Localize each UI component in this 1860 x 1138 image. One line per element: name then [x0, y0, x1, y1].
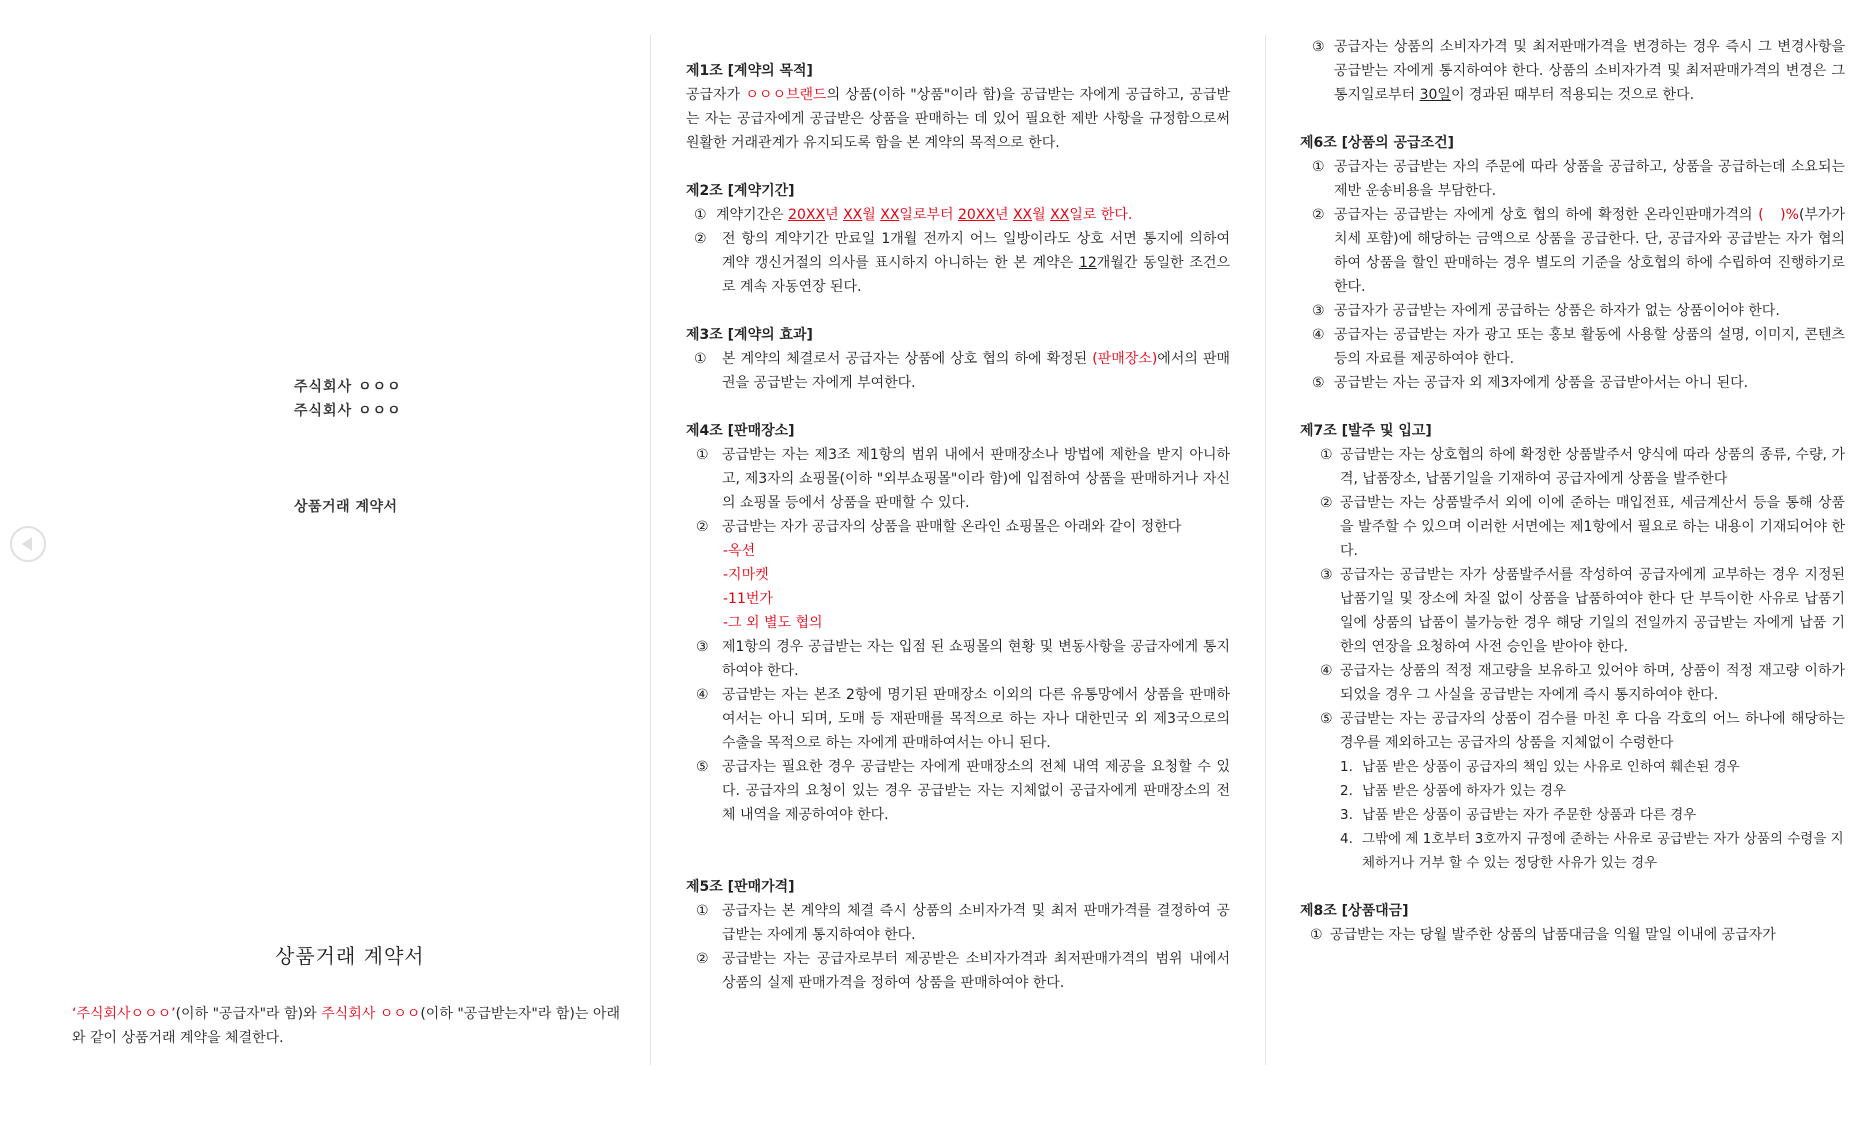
text: 납품 받은 상품에 하자가 있는 경우: [1362, 783, 1567, 799]
article-6-item-3: [1300, 299, 1845, 323]
text: 공급받는 자는 공급자의 상품이 검수를 마친 후 다음 각호의 어느 하나에 해당하는 경우를 제외하고는 공급자의 상품을 지체없이 수령한다: [1340, 711, 1845, 751]
article-3: [686, 323, 1230, 395]
article-4-title: 제4조 [판매장소]: [686, 423, 795, 439]
article-4-item-4: [686, 683, 1230, 755]
item-number: ①: [1310, 927, 1323, 943]
article-7-item-3: [1300, 563, 1845, 659]
item-number: ①: [694, 351, 707, 367]
sub-item: [1340, 803, 1845, 827]
mall-item: -옥션: [723, 543, 756, 559]
percent-placeholder: ( )%: [1758, 207, 1799, 223]
cover-company-1: 주식회사 ㅇㅇㅇ: [294, 379, 402, 395]
text: 공급자는 본 계약의 체결 즉시 상품의 소비자가격 및 최저 판매가격를 결정하여 공급받는 자에게 통지하여야 한다.: [722, 903, 1230, 943]
article-2-item-1: [686, 203, 1230, 227]
intro-buyer: 주식회사 ㅇㅇㅇ: [321, 1006, 421, 1022]
article-6-item-4: [1300, 323, 1845, 371]
item-number: ②: [694, 231, 707, 247]
item-number: ①: [1312, 159, 1325, 175]
text: 월: [1032, 207, 1051, 223]
text: 전 항의 계약기간 만료일 1개월 전까지 어느 일방이라도 상호 서면 통지에 의하여 계약 갱신거절의 의사를 표시하지 아니하는 한 본 계약은: [722, 231, 1230, 271]
article-4: [686, 419, 1230, 827]
item-number: ①: [696, 447, 709, 463]
text: 공급자는 공급받는 자의 주문에 따라 상품을 공급하고, 상품을 공급하는데 소요되는 제반 운송비용을 부담한다.: [1334, 159, 1845, 199]
text: 제1항의 경우 공급받는 자는 입점 된 쇼핑몰의 현황 및 변동사항을 공급자에게 통지하여야 한다.: [722, 639, 1230, 679]
article-1-text-b: 의 상품(이하 "상품"이라 함)을 공급받는 자에게 공급하고, 공급받는 자는 공급자에게 공급받은 상품을 판매하는 데 있어 필요한 제반 사항을 규정함으로써 원활한 거래관계가 유지되도록 함을 본 계약의 목적으로 한다.: [686, 87, 1230, 151]
item-number: ⑤: [696, 759, 709, 775]
article-7-item-5: [1300, 707, 1845, 755]
brand-placeholder: ㅇㅇㅇ브랜드: [745, 87, 827, 103]
item-number: ①: [694, 207, 707, 223]
item-number: ②: [696, 519, 709, 535]
text: 공급자는 공급받는 자에게 상호 협의 하에 확정한 온라인판매가격의: [1334, 207, 1759, 223]
page-divider-1: [650, 35, 651, 1065]
mall-item: -지마켓: [723, 567, 769, 583]
text: 공급자가 공급받는 자에게 공급하는 상품은 하자가 없는 상품이어야 한다.: [1334, 303, 1780, 319]
text: 공급받는 자는 상호협의 하에 확정한 상품발주서 양식에 따라 상품의 종류, 수량, 가격, 납품장소, 납품기일을 기재하여 공급자에게 상품을 발주한다: [1340, 447, 1845, 487]
chevron-left-icon: [22, 537, 32, 551]
article-4-item-3: [686, 635, 1230, 683]
item-number: ①: [1320, 447, 1333, 463]
item-number: ④: [696, 687, 709, 703]
item-number: ③: [1312, 39, 1325, 55]
text: 공급자는 공급받는 자가 광고 또는 홍보 활동에 사용할 상품의 설명, 이미지, 콘텐츠 등의 자료를 제공하여야 한다.: [1334, 327, 1845, 367]
article-5-item-2: [686, 947, 1230, 995]
text: 에서의 판매권을 공급받는 자에게 부여한다.: [722, 351, 1230, 391]
intro-paragraph: [72, 1002, 620, 1050]
intro-mid: (이하 "공급자"라 함)와: [175, 1006, 322, 1022]
page-divider-2: [1265, 35, 1266, 1065]
day-placeholder: XX: [880, 207, 900, 223]
item-number: ②: [696, 951, 709, 967]
cover-title: 상품거래 계약서: [294, 499, 398, 515]
sub-item: [1340, 755, 1845, 779]
sales-place-placeholder: (판매장소): [1092, 351, 1158, 367]
article-7-item-2: [1300, 491, 1845, 563]
article-2-item-2: [686, 227, 1230, 299]
text: 공급자는 상품의 소비자가격 및 최저판매가격을 변경하는 경우 즉시 그 변경사항을 공급받는 자에게 통지하여야 한다. 상품의 소비자가격 및 최저판매가격의 변경은 그 통지일로부터: [1334, 39, 1845, 103]
article-4-item-5: [686, 755, 1230, 827]
text: 공급받는 자는 상품발주서 외에 이에 준하는 매입전표, 세금계산서 등을 통해 상품을 발주할 수 있으며 이러한 서면에는 제1항에서 필요로 하는 내용이 기재되어야 한다.: [1340, 495, 1845, 559]
month-placeholder: XX: [1012, 207, 1033, 223]
text: 본 계약의 체결로서 공급자는 상품에 상호 협의 하에 확정된: [722, 351, 1093, 367]
text: (부가가치세 포함)에 해당하는 금액으로 상품을 공급한다. 단, 공급자와 공급받는 자가 협의하여 상품을 할인 판매하는 경우 별도의 기준을 상호협의 하에 수립하여 진행하기로 한다.: [1334, 207, 1845, 295]
text: 공급자는 상품의 적정 재고량을 보유하고 있어야 하며, 상품이 적정 재고량 이하가 되었을 경우 그 사실을 공급받는 자에게 즉시 통지하여야 한다.: [1340, 663, 1845, 703]
article-7-title: 제7조 [발주 및 입고]: [1300, 423, 1432, 439]
document-title: 상품거래 계약서: [275, 944, 425, 968]
article-4-item-2: [686, 515, 1230, 539]
item-number: ④: [1320, 663, 1333, 679]
text: 공급받는 자는 제3조 제1항의 범위 내에서 판매장소나 방법에 제한을 받지 아니하고, 제3자의 쇼핑몰(이하 "외부쇼핑몰"이라 함)에 입점하여 상품을 판매하거나 자신의 쇼핑몰 등에서 상품을 판매할 수 있다.: [722, 447, 1230, 511]
item-number: ④: [1312, 327, 1325, 343]
sub-item: [1340, 827, 1845, 875]
item-number: ③: [1320, 567, 1333, 583]
article-8-title: 제8조 [상품대금]: [1300, 903, 1409, 919]
mall-item: -11번가: [723, 591, 773, 607]
text: 이 경과된 때부터 적용되는 것으로 한다.: [1450, 87, 1695, 103]
article-1: [686, 59, 1230, 155]
renewal-months: 12: [1078, 255, 1097, 271]
text: 년: [825, 207, 844, 223]
text: 공급받는 자는 공급자 외 제3자에게 상품을 공급받아서는 아니 된다.: [1334, 375, 1749, 391]
text: 일로 한다.: [1069, 207, 1133, 223]
middle-page: [686, 59, 1230, 1138]
article-6-item-5: [1300, 371, 1845, 395]
article-5-title: 제5조 [판매가격]: [686, 879, 795, 895]
text: 납품 받은 상품이 공급받는 자가 주문한 상품과 다른 경우: [1362, 807, 1697, 823]
month-placeholder: XX: [843, 207, 863, 223]
article-1-title: 제1조 [계약의 목적]: [686, 63, 813, 79]
article-7-item-4: [1300, 659, 1845, 707]
text: 공급받는 자는 당월 발주한 상품의 납품대금을 익월 말일 이내에 공급자가: [1330, 927, 1776, 943]
article-5-item-1: [686, 899, 1230, 947]
text: 공급받는 자는 본조 2항에 명기된 판매장소 이외의 다른 유통망에서 상품을 판매하여서는 아니 되며, 도매 등 재판매를 목적으로 하는 자나 대한민국 외 제3국으로의 수출을 목적으로 하는 자에게 판매하여서는 아니 된다.: [722, 687, 1230, 751]
article-4-item-1: [686, 443, 1230, 515]
text: 월: [862, 207, 881, 223]
prev-page-button[interactable]: [10, 526, 46, 562]
article-1-text-a: 공급자가: [686, 87, 746, 103]
item-number: ②: [1312, 207, 1325, 223]
text: 공급받는 자는 공급자로부터 제공받은 소비자가격과 최저판매가격의 범위 내에서 상품의 실제 판매가격을 정하여 상품을 판매하여야 한다.: [722, 951, 1230, 991]
text: 일로부터: [899, 207, 958, 223]
right-page: [1300, 35, 1845, 1114]
text: 년: [994, 207, 1013, 223]
article-3-title: 제3조 [계약의 효과]: [686, 327, 813, 343]
article-6-item-1: [1300, 155, 1845, 203]
article-6-title: 제6조 [상품의 공급조건]: [1300, 135, 1455, 151]
text: 그밖에 제 1호부터 3호까지 규정에 준하는 사유로 공급받는 자가 상품의 수령을 지체하거나 거부 할 수 있는 정당한 사유가 있는 경우: [1362, 831, 1844, 871]
article-7: [1300, 419, 1845, 875]
article-1-body: [686, 83, 1230, 155]
article-7-item-1: [1300, 443, 1845, 491]
article-6: [1300, 131, 1845, 395]
text: 계약기간은: [716, 207, 789, 223]
year-placeholder: 20XX: [788, 207, 826, 223]
day-placeholder: XX: [1050, 207, 1070, 223]
article-5: [686, 875, 1230, 995]
sub-number: 1.: [1340, 759, 1353, 775]
mall-item: -그 외 별도 협의: [723, 615, 823, 631]
article-2-title: 제2조 [계약기간]: [686, 183, 795, 199]
text: 공급받는 자가 공급자의 상품을 판매할 온라인 쇼핑몰은 아래와 같이 정한다: [722, 519, 1182, 535]
article-8-item-1: [1300, 923, 1845, 947]
item-number: ①: [696, 903, 709, 919]
item-number: ③: [1312, 303, 1325, 319]
cover-company-2: 주식회사 ㅇㅇㅇ: [294, 403, 402, 419]
sub-number: 4.: [1340, 831, 1353, 847]
text: 납품 받은 상품이 공급자의 책임 있는 사유로 인하여 훼손된 경우: [1362, 759, 1740, 775]
text: 공급자는 필요한 경우 공급받는 자에게 판매장소의 전체 내역 제공을 요청할 수 있다. 공급자의 요청이 있는 경우 공급받는 자는 지체없이 공급자에게 판매장소의 전체 내역을 제공하여야 한다.: [722, 759, 1230, 823]
year-placeholder: 20XX: [957, 207, 995, 223]
sub-number: 2.: [1340, 783, 1353, 799]
intro-supplier: ‘주식회사ㅇㅇㅇ’: [72, 1006, 176, 1022]
days-placeholder: 30일: [1419, 87, 1451, 103]
text: 공급자는 공급받는 자가 상품발주서를 작성하여 공급자에게 교부하는 경우 지정된 납품기일 및 장소에 차질 없이 상품을 납품하여야 한다 단 부득이한 사유로 납품기일에 상품의 납품이 불가능한 경우 해당 기일의 전일까지 공급받는 자에게 납품 기한의 연장을 요청하여 사전 승인을 받아야 한다.: [1340, 567, 1845, 655]
item-number: ⑤: [1320, 711, 1333, 727]
text: 개월간 동일한 조건으로 계속 자동연장 된다.: [722, 255, 1230, 295]
intro-end: (이하 "공급받는자"라 함)는 아래와 같이 상품거래 계약을 체결한다.: [72, 1006, 620, 1046]
item-number: ②: [1320, 495, 1333, 511]
sub-item: [1340, 779, 1845, 803]
article-2: [686, 179, 1230, 299]
item-number: ③: [696, 639, 709, 655]
article-8: [1300, 899, 1845, 947]
left-page: [0, 0, 650, 1079]
item-number: ⑤: [1312, 375, 1325, 391]
sub-number: 3.: [1340, 807, 1353, 823]
article-3-item-1: [686, 347, 1230, 395]
article-5-item-3: [1300, 35, 1845, 107]
article-6-item-2: [1300, 203, 1845, 299]
